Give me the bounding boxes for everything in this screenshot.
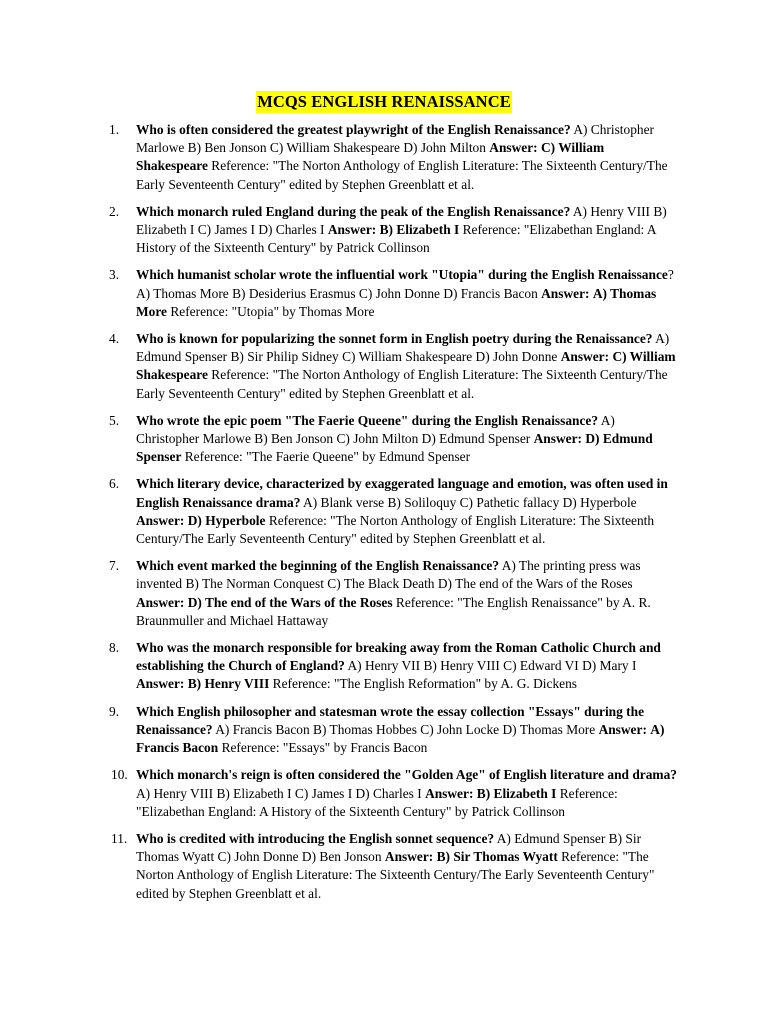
- question-item: [111, 830, 678, 903]
- answer-value: B) Henry VIII: [187, 676, 270, 692]
- question-item: [109, 639, 678, 694]
- question-item: [109, 330, 678, 403]
- question-options: A) Christopher Marlowe B) Ben Jonson C) John Milton D) Edmund Spenser: [136, 412, 615, 447]
- question-item: [109, 557, 678, 630]
- question-text-block: [136, 558, 651, 628]
- reference-text: Reference: "Utopia" by Thomas More: [170, 303, 375, 319]
- answer-value: C) William Shakespeare: [136, 349, 676, 383]
- question-options: A) Blank verse B) Soliloquy C) Pathetic fallacy D) Hyperbole: [303, 494, 637, 510]
- question-text-block: [136, 476, 668, 546]
- question-prompt: Who is often considered the greatest playwright of the English Renaissance?: [136, 122, 571, 137]
- answer-value: D) Edmund Spenser: [136, 431, 653, 465]
- question-number: 1.: [109, 122, 120, 137]
- question-prompt: Which monarch ruled England during the peak of the English Renaissance?: [136, 203, 571, 219]
- title-block: [0, 91, 768, 113]
- answer-label: Answer:: [136, 594, 185, 610]
- answer-label: Answer:: [533, 431, 582, 447]
- question-prompt: Who wrote the epic poem "The Faerie Queene" during the English Renaissance?: [136, 412, 599, 428]
- question-number: 5.: [109, 412, 120, 428]
- question-text-block: [136, 204, 667, 255]
- reference-text: Reference: "The Norton Anthology of English Literature: The Sixteenth Century/The Early Seventeenth Century" edited by Stephen Greenblatt et al.: [136, 849, 655, 901]
- question-options: A) Edmund Spenser B) Sir Philip Sidney C) William Shakespeare D) John Donne: [136, 331, 670, 365]
- question-options: A) Christopher Marlowe B) Ben Jonson C) William Shakespeare D) John Milton: [136, 122, 655, 156]
- question-prompt: Which literary device, characterized by exaggerated language and emotion, was often used in English Renaissance drama?: [136, 476, 668, 510]
- answer-label: Answer:: [560, 349, 610, 365]
- question-item: [109, 703, 678, 758]
- question-options: A) Henry VIII B) Elizabeth I C) James I D) Charles I: [136, 203, 667, 238]
- question-number: 4.: [109, 331, 120, 347]
- question-options: A) Henry VII B) Henry VIII C) Edward VI D) Mary I: [347, 658, 637, 674]
- reference-text: Reference: "The Faerie Queene" by Edmund Spenser: [184, 449, 471, 465]
- question-item: [109, 121, 678, 194]
- question-number: 8.: [109, 640, 120, 656]
- answer-label: Answer:: [327, 222, 377, 238]
- answer-label: Answer:: [541, 285, 590, 301]
- reference-text: Reference: "The English Renaissance" by A. R. Braunmuller and Michael Hattaway: [136, 594, 651, 628]
- answer-label: Answer:: [136, 676, 185, 692]
- question-prompt: Which event marked the beginning of the English Renaissance?: [136, 558, 500, 574]
- question-options: A) Henry VIII B) Elizabeth I C) James I D) Charles I: [136, 785, 422, 801]
- question-text-block: [136, 413, 653, 464]
- answer-label: Answer:: [598, 721, 647, 737]
- question-number: 11.: [111, 830, 128, 846]
- question-number: 6.: [109, 476, 120, 492]
- answer-value: D) The end of the Wars of the Roses: [187, 594, 393, 610]
- question-item: [109, 412, 678, 467]
- question-number: 3.: [109, 267, 120, 283]
- answer-label: Answer:: [425, 785, 474, 801]
- reference-text: Reference: "Elizabethan England: A History of the Sixteenth Century" by Patrick Collinson: [136, 785, 618, 819]
- question-text-block: [136, 122, 668, 192]
- question-options: ? A) Thomas More B) Desiderius Erasmus C) John Donne D) Francis Bacon: [136, 267, 674, 301]
- answer-value: D) Hyperbole: [187, 512, 266, 528]
- question-options: A) The printing press was invented B) The Norman Conquest C) The Black Death D) The end of the Wars of the Roses: [136, 558, 641, 592]
- answer-value: C) William Shakespeare: [136, 140, 605, 174]
- document-title: MCQS ENGLISH RENAISSANCE: [257, 92, 511, 111]
- question-item: [109, 266, 678, 321]
- question-options: A) Francis Bacon B) Thomas Hobbes C) John Locke D) Thomas More: [215, 721, 596, 737]
- reference-text: Reference: "The English Reformation" by A. G. Dickens: [272, 676, 578, 692]
- question-item: [109, 203, 678, 258]
- answer-label: Answer:: [384, 849, 434, 865]
- question-text-block: [136, 831, 654, 901]
- answer-value: A) Francis Bacon: [136, 721, 665, 756]
- question-prompt: Who is known for popularizing the sonnet form in English poetry during the Renaissance?: [136, 331, 653, 347]
- answer-value: B) Elizabeth I: [379, 222, 460, 238]
- question-text-block: [136, 704, 664, 755]
- answer-value: A) Thomas More: [136, 285, 657, 319]
- question-text-block: [136, 267, 674, 318]
- question-prompt: Who was the monarch responsible for breaking away from the Roman Catholic Church and establishing the Church of England?: [136, 640, 661, 674]
- question-prompt: Who is credited with introducing the English sonnet sequence?: [136, 830, 495, 846]
- question-text-block: [136, 640, 661, 691]
- question-number: 10.: [111, 767, 128, 783]
- reference-text: Reference: "The Norton Anthology of English Literature: The Sixteenth Century/The Early Seventeenth Century" edited by Stephen Greenblatt et al.: [136, 367, 668, 401]
- question-item: [109, 475, 678, 548]
- answer-value: B) Elizabeth I: [476, 785, 557, 801]
- question-number: 2.: [109, 203, 120, 219]
- question-options: A) Edmund Spenser B) Sir Thomas Wyatt C) John Donne D) Ben Jonson: [136, 830, 642, 865]
- question-list: [0, 121, 768, 903]
- question-item: [111, 766, 678, 821]
- question-text-block: [136, 331, 676, 401]
- question-text-block: [136, 767, 677, 818]
- reference-text: Reference: "Elizabethan England: A History of the Sixteenth Century" by Patrick Collinson: [136, 222, 656, 256]
- question-prompt: Which monarch's reign is often considered the "Golden Age" of English literature and drama?: [136, 767, 677, 783]
- reference-text: Reference: "Essays" by Francis Bacon: [221, 740, 428, 756]
- question-prompt: Which English philosopher and statesman wrote the essay collection "Essays" during the Renaissance?: [136, 703, 645, 737]
- reference-text: Reference: "The Norton Anthology of English Literature: The Sixteenth Century/The Early Seventeenth Century" edited by Stephen Greenblatt et al.: [136, 158, 668, 192]
- question-number: 7.: [109, 558, 120, 574]
- answer-label: Answer:: [136, 512, 185, 528]
- question-number: 9.: [109, 703, 120, 719]
- reference-text: Reference: "The Norton Anthology of English Literature: The Sixteenth Century/The Early Seventeenth Century" edited by Stephen Greenblatt et al.: [136, 512, 655, 547]
- answer-value: B) Sir Thomas Wyatt: [436, 849, 558, 865]
- question-prompt: Which humanist scholar wrote the influential work "Utopia" during the English Renaissance: [136, 267, 668, 283]
- answer-label: Answer:: [489, 140, 538, 156]
